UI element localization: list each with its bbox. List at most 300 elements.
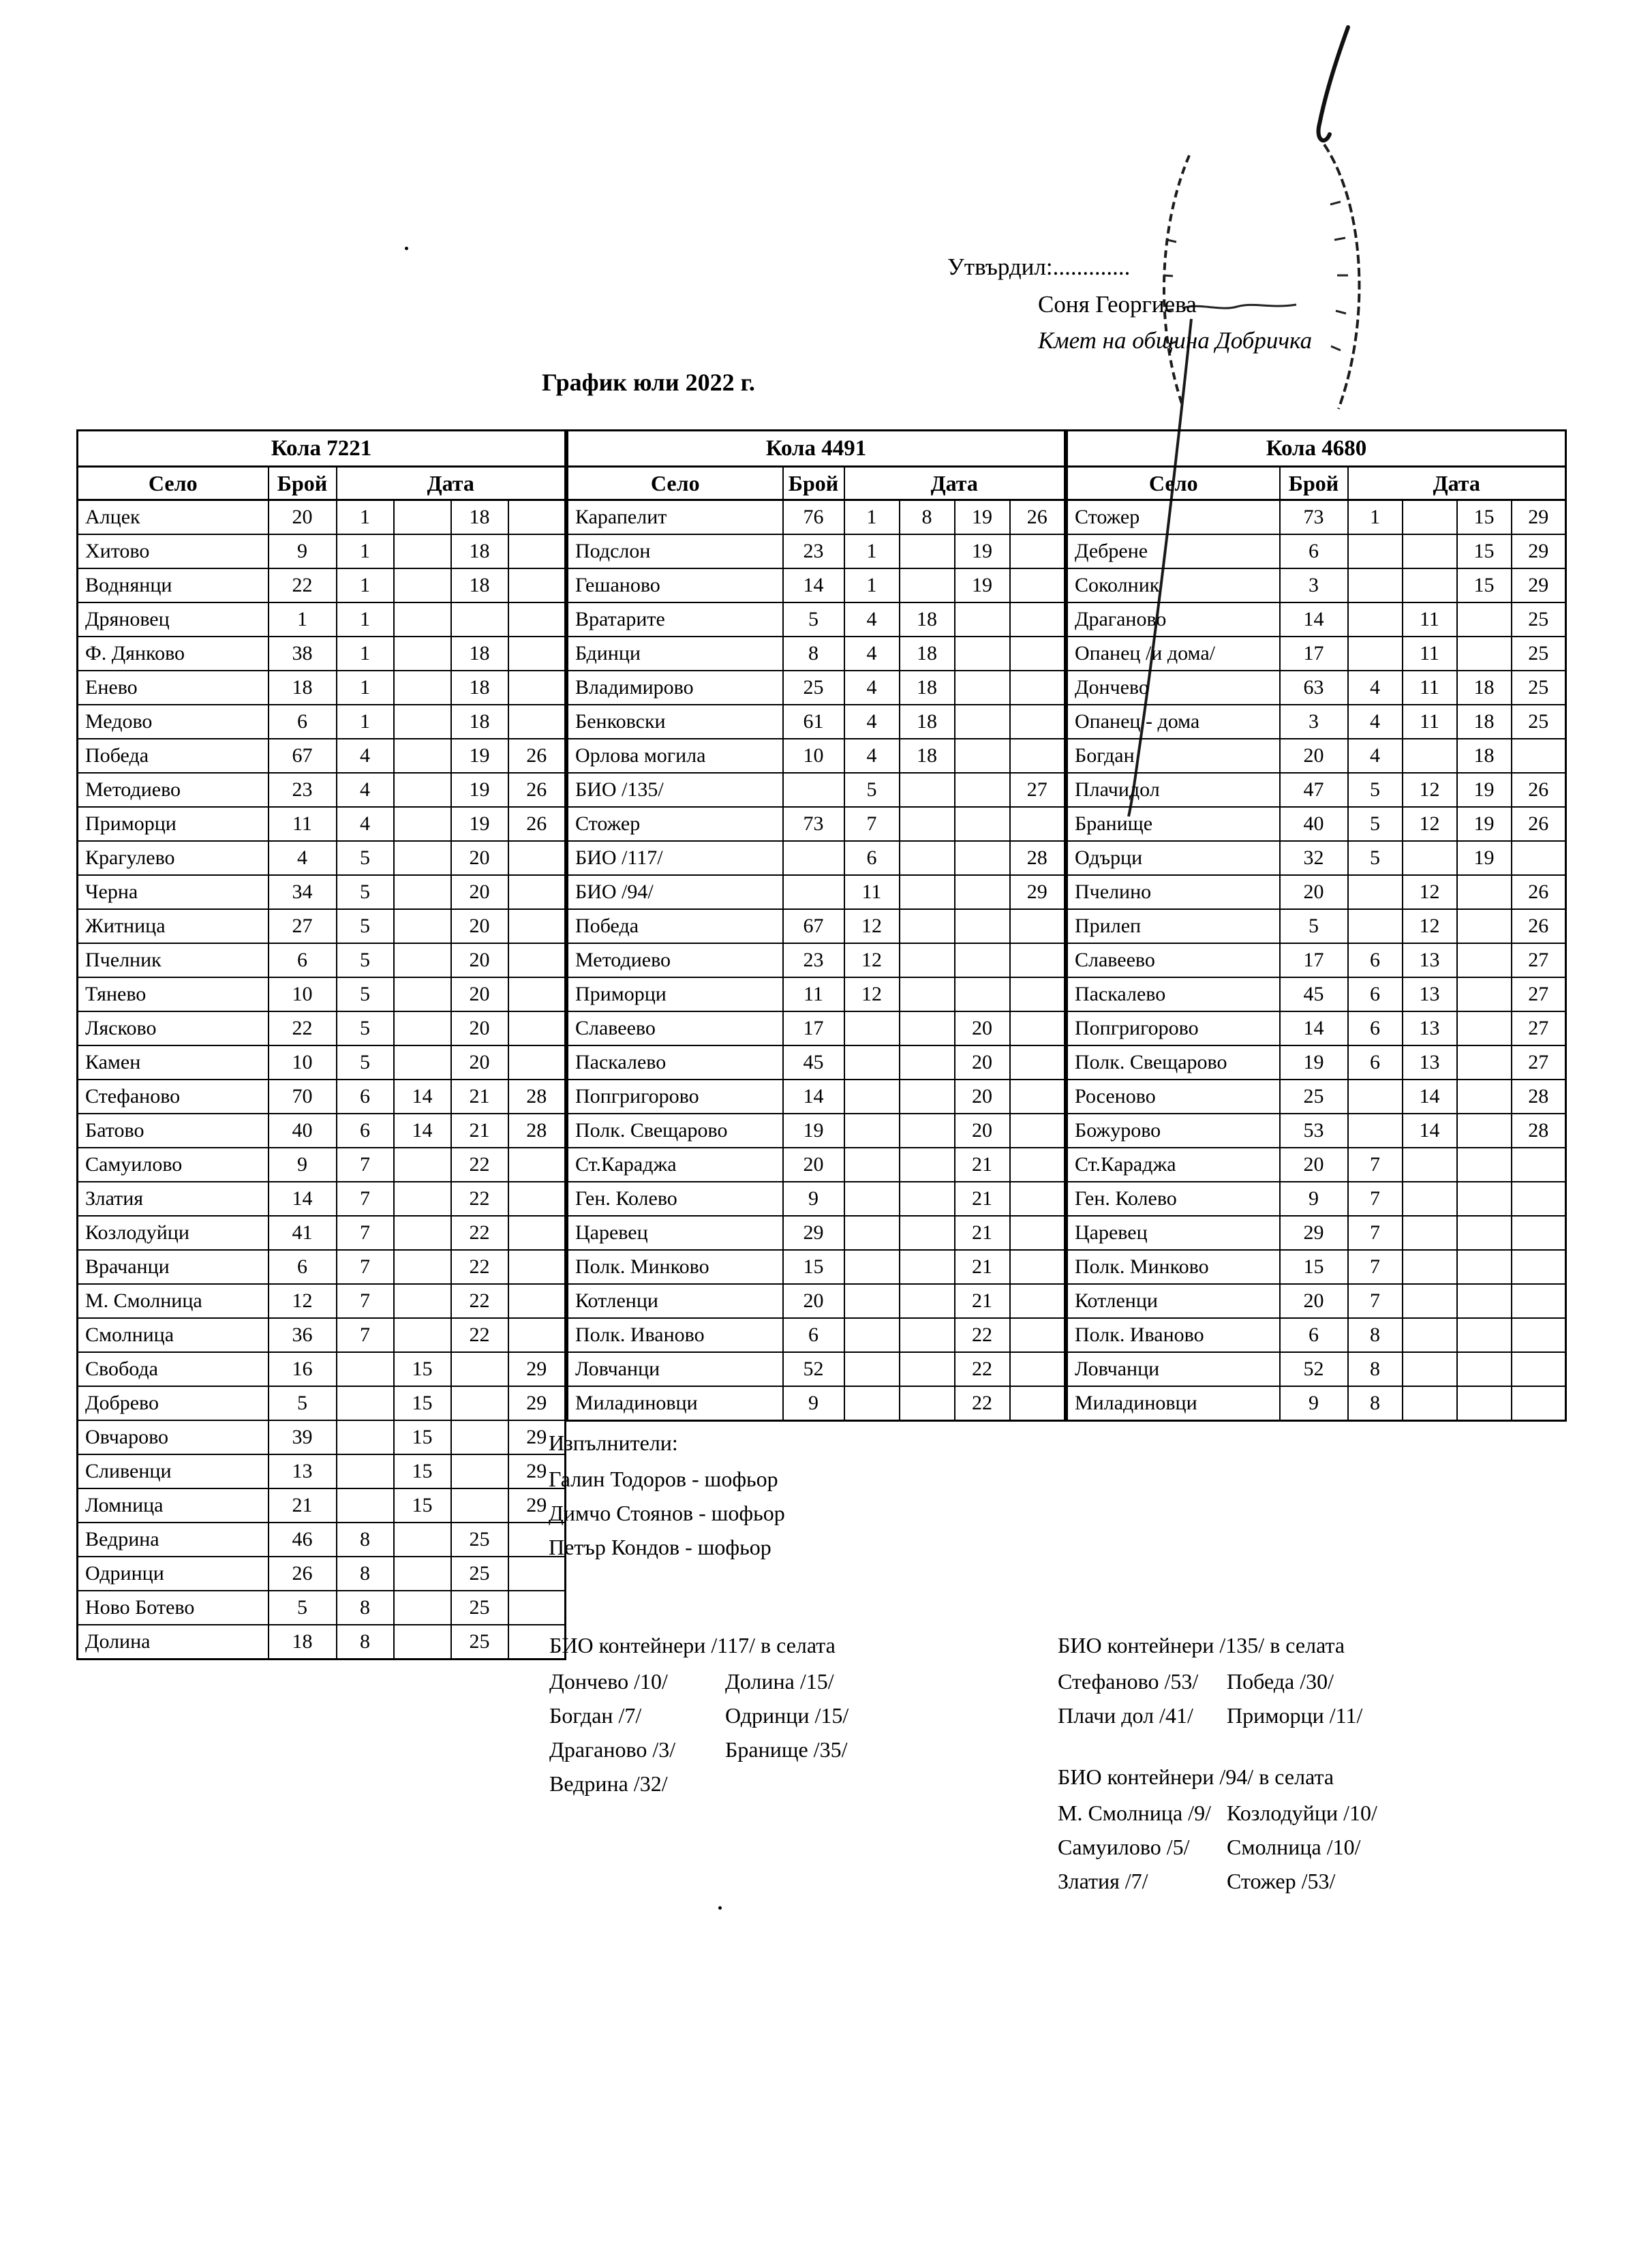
village-cell: Гешаново [568, 568, 783, 602]
date-cell: 20 [955, 1045, 1010, 1080]
bio-title: БИО контейнери /117/ в селата [549, 1633, 836, 1657]
village-cell: М. Смолница [78, 1284, 269, 1318]
date-cell: 1 [844, 534, 900, 568]
date-cell: 1 [337, 602, 394, 637]
date-cell: 4 [1348, 705, 1403, 739]
village-cell: Овчарово [78, 1420, 269, 1454]
date-cell: 7 [1348, 1216, 1403, 1250]
table-row [568, 875, 1065, 909]
date-cell [955, 705, 1010, 739]
table-row [1067, 1352, 1566, 1386]
date-cell [508, 1182, 566, 1216]
count-cell: 25 [1280, 1080, 1348, 1114]
date-cell [1348, 875, 1403, 909]
date-cell [508, 875, 566, 909]
date-cell: 19 [451, 773, 508, 807]
count-cell: 20 [1280, 875, 1348, 909]
date-cell: 29 [1512, 534, 1566, 568]
date-cell [1457, 637, 1512, 671]
date-cell: 27 [1512, 1011, 1566, 1045]
table-row [78, 807, 566, 841]
date-cell: 27 [1512, 977, 1566, 1011]
table-row [568, 1011, 1065, 1045]
col-header-count: Брой [783, 467, 844, 500]
bio-item: Бранище /35/ [725, 1737, 848, 1762]
date-cell [844, 1318, 900, 1352]
date-cell: 20 [451, 841, 508, 875]
count-cell: 73 [1280, 500, 1348, 535]
village-cell: Бенковски [568, 705, 783, 739]
date-cell [394, 943, 451, 977]
village-cell: Котленци [568, 1284, 783, 1318]
table-row [568, 534, 1065, 568]
date-cell: 18 [900, 671, 955, 705]
bio-item: Смолница /10/ [1227, 1834, 1361, 1859]
village-cell: Ловчанци [568, 1352, 783, 1386]
date-cell [1010, 1045, 1065, 1080]
date-cell [900, 1148, 955, 1182]
count-cell: 40 [1280, 807, 1348, 841]
date-cell [1403, 1148, 1457, 1182]
date-cell: 25 [451, 1591, 508, 1625]
date-cell: 12 [1403, 773, 1457, 807]
date-cell: 5 [1348, 807, 1403, 841]
table-row [568, 671, 1065, 705]
date-cell: 5 [337, 1045, 394, 1080]
count-cell: 45 [1280, 977, 1348, 1011]
date-cell [1010, 705, 1065, 739]
date-cell [394, 1284, 451, 1318]
date-cell [394, 1250, 451, 1284]
scan-speck [405, 247, 408, 250]
date-cell: 19 [451, 807, 508, 841]
date-cell [1010, 534, 1065, 568]
date-cell: 4 [337, 807, 394, 841]
count-cell: 14 [783, 1080, 844, 1114]
date-cell [394, 1625, 451, 1660]
village-cell: Полк. Минково [1067, 1250, 1280, 1284]
date-cell: 6 [844, 841, 900, 875]
village-cell: Хитово [78, 534, 269, 568]
date-cell [1457, 1318, 1512, 1352]
date-cell [1457, 1352, 1512, 1386]
date-cell [1457, 1182, 1512, 1216]
date-cell [394, 1182, 451, 1216]
date-cell [394, 1557, 451, 1591]
date-cell [900, 1045, 955, 1080]
date-cell: 29 [508, 1454, 566, 1488]
date-cell [394, 602, 451, 637]
table-row [568, 637, 1065, 671]
date-cell: 5 [337, 909, 394, 943]
village-cell: Батово [78, 1114, 269, 1148]
date-cell: 22 [451, 1148, 508, 1182]
table-row [1067, 807, 1566, 841]
table-row [568, 1284, 1065, 1318]
date-cell: 1 [1348, 500, 1403, 535]
count-cell: 41 [269, 1216, 337, 1250]
date-cell: 12 [844, 943, 900, 977]
schedule-tables [76, 429, 1567, 1660]
date-cell: 7 [337, 1284, 394, 1318]
date-cell: 29 [508, 1420, 566, 1454]
count-cell: 10 [783, 739, 844, 773]
count-cell [783, 773, 844, 807]
date-cell [1457, 1148, 1512, 1182]
date-cell [1457, 1250, 1512, 1284]
count-cell: 20 [269, 500, 337, 535]
schedule-table-kola-7221 [76, 429, 566, 1660]
date-cell: 4 [337, 739, 394, 773]
date-cell [394, 637, 451, 671]
bio-item: Драганово /3/ [549, 1737, 676, 1762]
date-cell [1512, 1148, 1566, 1182]
date-cell: 19 [955, 568, 1010, 602]
village-cell: Славеево [1067, 943, 1280, 977]
date-cell [337, 1352, 394, 1386]
date-cell: 5 [337, 875, 394, 909]
count-cell: 34 [269, 875, 337, 909]
village-cell: Енево [78, 671, 269, 705]
date-cell: 19 [955, 500, 1010, 535]
date-cell [1010, 1386, 1065, 1421]
date-cell [451, 1454, 508, 1488]
date-cell: 7 [1348, 1182, 1403, 1216]
date-cell [1010, 637, 1065, 671]
date-cell [955, 841, 1010, 875]
date-cell: 21 [955, 1182, 1010, 1216]
date-cell: 4 [844, 671, 900, 705]
village-cell: Карапелит [568, 500, 783, 535]
date-cell: 21 [451, 1114, 508, 1148]
village-cell: Козлодуйци [78, 1216, 269, 1250]
date-cell [1457, 1045, 1512, 1080]
date-cell: 19 [1457, 841, 1512, 875]
date-cell [1010, 1216, 1065, 1250]
date-cell: 18 [900, 637, 955, 671]
date-cell [1457, 1114, 1512, 1148]
date-cell: 1 [337, 705, 394, 739]
village-cell: Медово [78, 705, 269, 739]
date-cell [1010, 1011, 1065, 1045]
count-cell: 25 [783, 671, 844, 705]
date-cell: 11 [1403, 637, 1457, 671]
date-cell: 7 [844, 807, 900, 841]
date-cell: 6 [1348, 977, 1403, 1011]
table-row [78, 1523, 566, 1557]
date-cell [394, 568, 451, 602]
date-cell [1348, 1080, 1403, 1114]
date-cell [508, 841, 566, 875]
village-cell: БИО /135/ [568, 773, 783, 807]
date-cell: 15 [1457, 500, 1512, 535]
date-cell [900, 534, 955, 568]
table-row [568, 500, 1065, 535]
date-cell [508, 1284, 566, 1318]
date-cell [1010, 602, 1065, 637]
date-cell [1403, 534, 1457, 568]
count-cell: 18 [269, 671, 337, 705]
date-cell: 26 [508, 773, 566, 807]
date-cell [508, 705, 566, 739]
village-cell: Орлова могила [568, 739, 783, 773]
table-row [1067, 671, 1566, 705]
date-cell: 18 [451, 534, 508, 568]
village-cell: Ломница [78, 1488, 269, 1523]
village-cell: Одърци [1067, 841, 1280, 875]
date-cell: 18 [900, 602, 955, 637]
count-cell: 29 [783, 1216, 844, 1250]
date-cell [955, 602, 1010, 637]
date-cell [900, 1352, 955, 1386]
date-cell [394, 773, 451, 807]
village-cell: Божурово [1067, 1114, 1280, 1148]
village-cell: Приморци [568, 977, 783, 1011]
executors-heading: Изпълнители: [549, 1431, 678, 1455]
count-cell: 15 [783, 1250, 844, 1284]
date-cell: 4 [844, 739, 900, 773]
count-cell: 20 [1280, 1284, 1348, 1318]
table-row [1067, 977, 1566, 1011]
date-cell: 14 [1403, 1080, 1457, 1114]
date-cell: 26 [1512, 807, 1566, 841]
date-cell: 6 [337, 1080, 394, 1114]
date-cell: 18 [451, 500, 508, 535]
count-cell: 13 [269, 1454, 337, 1488]
date-cell [508, 534, 566, 568]
count-cell: 3 [1280, 568, 1348, 602]
date-cell [844, 1284, 900, 1318]
count-cell: 23 [783, 943, 844, 977]
date-cell [1512, 1318, 1566, 1352]
date-cell: 8 [900, 500, 955, 535]
date-cell [1010, 909, 1065, 943]
date-cell [1512, 1216, 1566, 1250]
executor-driver: Димчо Стоянов - шофьор [549, 1501, 785, 1525]
village-cell: БИО /94/ [568, 875, 783, 909]
date-cell [844, 1045, 900, 1080]
document-title: График юли 2022 г. [542, 369, 755, 396]
date-cell: 4 [1348, 671, 1403, 705]
date-cell: 29 [508, 1352, 566, 1386]
date-cell: 7 [337, 1318, 394, 1352]
date-cell [508, 1591, 566, 1625]
date-cell [394, 500, 451, 535]
table-row [1067, 1284, 1566, 1318]
bio-item: Дончево /10/ [549, 1668, 668, 1694]
date-cell: 14 [394, 1080, 451, 1114]
table-row [1067, 1182, 1566, 1216]
date-cell [1403, 739, 1457, 773]
date-cell: 4 [844, 637, 900, 671]
col-header-date: Дата [844, 467, 1065, 500]
date-cell: 1 [337, 500, 394, 535]
count-cell: 14 [783, 568, 844, 602]
date-cell: 13 [1403, 1045, 1457, 1080]
date-cell: 18 [451, 637, 508, 671]
schedule-table-kola-4491 [566, 429, 1066, 1422]
village-cell: Тянево [78, 977, 269, 1011]
date-cell [1512, 1352, 1566, 1386]
village-cell: БИО /117/ [568, 841, 783, 875]
date-cell: 6 [337, 1114, 394, 1148]
date-cell: 25 [451, 1523, 508, 1557]
date-cell: 25 [1512, 671, 1566, 705]
village-cell: Славеево [568, 1011, 783, 1045]
count-cell: 11 [783, 977, 844, 1011]
date-cell: 7 [337, 1148, 394, 1182]
date-cell [955, 807, 1010, 841]
village-cell: Победа [568, 909, 783, 943]
village-cell: Сливенци [78, 1454, 269, 1488]
table-row [1067, 875, 1566, 909]
scan-speck [718, 1906, 722, 1910]
date-cell [1403, 1216, 1457, 1250]
date-cell: 15 [394, 1386, 451, 1420]
date-cell: 22 [955, 1352, 1010, 1386]
date-cell [1010, 568, 1065, 602]
approver-title: Кмет на община Добричка [1038, 327, 1313, 354]
village-cell: Опанец - дома [1067, 705, 1280, 739]
col-header-count: Брой [269, 467, 337, 500]
date-cell [1403, 1250, 1457, 1284]
date-cell [1403, 1352, 1457, 1386]
date-cell: 1 [844, 568, 900, 602]
date-cell [394, 875, 451, 909]
village-cell: Златия [78, 1182, 269, 1216]
count-cell: 6 [783, 1318, 844, 1352]
date-cell: 26 [1512, 773, 1566, 807]
date-cell [1512, 1250, 1566, 1284]
date-cell: 22 [451, 1250, 508, 1284]
table-row [78, 1080, 566, 1114]
table-row [78, 773, 566, 807]
village-cell: Паскалево [568, 1045, 783, 1080]
count-cell: 20 [1280, 1148, 1348, 1182]
table-row [78, 1011, 566, 1045]
village-cell: Одринци [78, 1557, 269, 1591]
table-row [78, 1454, 566, 1488]
count-cell: 8 [783, 637, 844, 671]
date-cell: 12 [1403, 909, 1457, 943]
table-row [1067, 705, 1566, 739]
village-cell: Полк. Иваново [1067, 1318, 1280, 1352]
date-cell: 29 [508, 1386, 566, 1420]
date-cell: 29 [508, 1488, 566, 1523]
village-cell: Дончево [1067, 671, 1280, 705]
table-row [78, 637, 566, 671]
date-cell [900, 841, 955, 875]
count-cell: 15 [1280, 1250, 1348, 1284]
count-cell: 61 [783, 705, 844, 739]
date-cell [955, 637, 1010, 671]
date-cell: 26 [508, 807, 566, 841]
date-cell [508, 500, 566, 535]
date-cell [955, 739, 1010, 773]
village-cell: Росеново [1067, 1080, 1280, 1114]
table-row [1067, 909, 1566, 943]
date-cell: 19 [955, 534, 1010, 568]
date-cell [1512, 1284, 1566, 1318]
executors-block [549, 1428, 785, 1564]
date-cell: 8 [337, 1591, 394, 1625]
count-cell: 52 [783, 1352, 844, 1386]
date-cell [1403, 500, 1457, 535]
date-cell: 8 [1348, 1386, 1403, 1421]
date-cell: 5 [337, 977, 394, 1011]
date-cell [1457, 875, 1512, 909]
count-cell: 1 [269, 602, 337, 637]
date-cell: 21 [955, 1250, 1010, 1284]
table-row [568, 1182, 1065, 1216]
date-cell: 13 [1403, 977, 1457, 1011]
count-cell: 6 [269, 1250, 337, 1284]
date-cell [1457, 1284, 1512, 1318]
table-row [568, 943, 1065, 977]
table-row [1067, 773, 1566, 807]
count-cell [783, 875, 844, 909]
date-cell: 18 [1457, 671, 1512, 705]
date-cell: 18 [1457, 739, 1512, 773]
village-cell: Соколник [1067, 568, 1280, 602]
date-cell [508, 568, 566, 602]
stamp-left-arc [1164, 155, 1189, 403]
table-row [78, 977, 566, 1011]
count-cell: 16 [269, 1352, 337, 1386]
date-cell: 7 [337, 1250, 394, 1284]
village-cell: Миладиновци [568, 1386, 783, 1421]
date-cell: 14 [394, 1114, 451, 1148]
table-row [568, 1045, 1065, 1080]
count-cell: 10 [269, 1045, 337, 1080]
date-cell [508, 1318, 566, 1352]
bio-containers-94-block [1058, 1762, 1445, 1898]
village-cell: Царевец [568, 1216, 783, 1250]
village-cell: Алцек [78, 500, 269, 535]
bio-containers-135-block [1058, 1630, 1445, 1732]
date-cell [844, 1080, 900, 1114]
date-cell: 20 [451, 1011, 508, 1045]
date-cell [900, 1318, 955, 1352]
count-cell: 63 [1280, 671, 1348, 705]
village-cell: Пчелино [1067, 875, 1280, 909]
executor-driver: Галин Тодоров - шофьор [549, 1467, 778, 1491]
date-cell: 4 [844, 602, 900, 637]
count-cell: 9 [783, 1386, 844, 1421]
date-cell [508, 671, 566, 705]
count-cell: 4 [269, 841, 337, 875]
date-cell [1512, 1386, 1566, 1421]
date-cell [508, 977, 566, 1011]
date-cell [955, 875, 1010, 909]
date-cell: 25 [451, 1557, 508, 1591]
village-cell: Черна [78, 875, 269, 909]
table-row [78, 1625, 566, 1660]
date-cell: 22 [955, 1318, 1010, 1352]
date-cell [1010, 671, 1065, 705]
date-cell [900, 807, 955, 841]
table-row [78, 1216, 566, 1250]
date-cell: 1 [337, 671, 394, 705]
date-cell: 27 [1010, 773, 1065, 807]
count-cell: 45 [783, 1045, 844, 1080]
date-cell: 15 [394, 1454, 451, 1488]
village-cell: Полк. Свещарово [568, 1114, 783, 1148]
date-cell [508, 1216, 566, 1250]
count-cell: 11 [269, 807, 337, 841]
date-cell: 25 [1512, 705, 1566, 739]
date-cell: 5 [337, 943, 394, 977]
